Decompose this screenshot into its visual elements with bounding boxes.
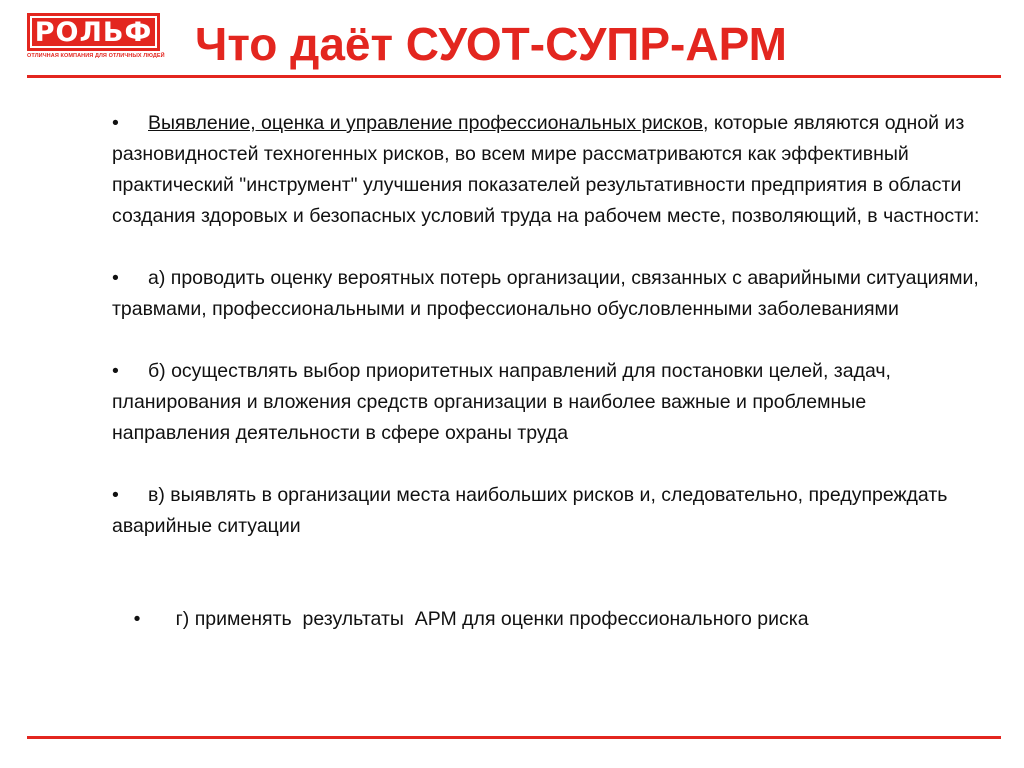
bullet-item-1-text: , которые являются одной из разновидностей техногенных рисков, во всем мире рассматриваются как эффективный практический "инструмент" улучшения показателей результативности предприятия в области создания здоровых и безопасных условий труда на рабочем месте, позволяющий, в частности: bbox=[112, 112, 980, 227]
bullet-item-1 bbox=[112, 108, 982, 232]
bullet-item-1-underlined: Выявление, оценка и управление профессиональных рисков bbox=[148, 112, 703, 134]
bullet-item-5 bbox=[112, 573, 982, 666]
logo-mark bbox=[27, 13, 160, 51]
logo-text: РОЛЬФ bbox=[30, 16, 157, 48]
logo-tagline: ОТЛИЧНАЯ КОМПАНИЯ ДЛЯ ОТЛИЧНЫХ ЛЮДЕЙ bbox=[27, 53, 165, 59]
slide-title: Что даёт СУОТ-СУПР-АРМ bbox=[195, 18, 787, 70]
bullet-icon: • bbox=[112, 112, 119, 134]
bullet-item-3-text: б) осуществлять выбор приоритетных направлений для постановки целей, задач, планирования и вложения средств организации в наиболее важные и проблемные направления деятельности в сфере охраны труда bbox=[112, 360, 891, 444]
bullet-item-5-text: г) применять результаты АРМ для оценки профессионального риска bbox=[175, 608, 809, 630]
slide-content bbox=[112, 108, 982, 697]
bullet-icon: • bbox=[112, 267, 119, 289]
bullet-icon: • bbox=[133, 608, 141, 630]
bullet-item-4-text: в) выявлять в организации места наибольших рисков и, следовательно, предупреждать аварийные ситуации bbox=[112, 484, 948, 537]
bottom-divider bbox=[27, 736, 1001, 739]
bullet-icon: • bbox=[112, 360, 119, 382]
bullet-icon: • bbox=[112, 484, 119, 506]
bullet-item-2 bbox=[112, 263, 982, 325]
top-divider bbox=[27, 75, 1001, 78]
company-logo bbox=[27, 13, 165, 59]
bullet-item-4 bbox=[112, 480, 982, 542]
bullet-item-2-text: а) проводить оценку вероятных потерь организации, связанных с аварийными ситуациями, травмами, профессиональными и профессионально обусловленными заболеваниями bbox=[112, 267, 979, 320]
bullet-item-3 bbox=[112, 356, 982, 449]
